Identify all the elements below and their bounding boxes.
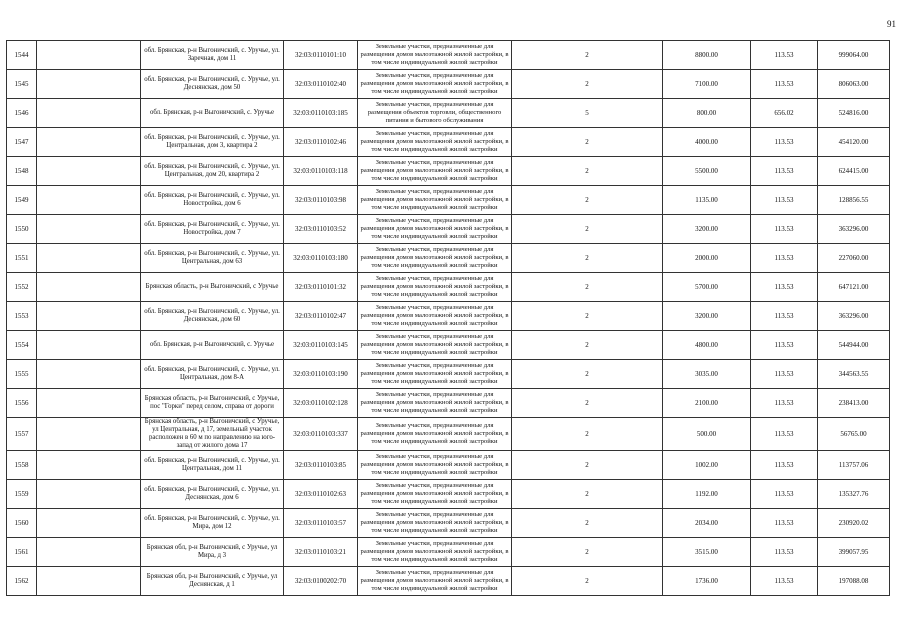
cadastral-number-cell: 32:03:0110102:63 bbox=[284, 480, 358, 509]
empty-cell bbox=[37, 157, 141, 186]
group-cell: 2 bbox=[512, 331, 663, 360]
cadastral-value-cell: 135327.76 bbox=[818, 480, 890, 509]
land-use-cell: Земельные участки, предназначенные для размещения домов малоэтажной жилой застройки, в том числе индивидуальной жилой застройки bbox=[358, 244, 512, 273]
table-row bbox=[7, 215, 890, 244]
group-cell: 2 bbox=[512, 567, 663, 596]
land-use-cell: Земельные участки, предназначенные для размещения домов малоэтажной жилой застройки, в том числе индивидуальной жилой застройки bbox=[358, 331, 512, 360]
land-use-cell: Земельные участки, предназначенные для размещения домов малоэтажной жилой застройки, в том числе индивидуальной жилой застройки bbox=[358, 302, 512, 331]
land-use-cell: Земельные участки, предназначенные для размещения домов малоэтажной жилой застройки, в том числе индивидуальной жилой застройки bbox=[358, 480, 512, 509]
cadastral-number-cell: 32:03:0110102:128 bbox=[284, 389, 358, 418]
empty-cell bbox=[37, 389, 141, 418]
rate-cell: 113.53 bbox=[751, 480, 818, 509]
row-id-cell: 1562 bbox=[7, 567, 37, 596]
cadastral-value-cell: 56765.00 bbox=[818, 418, 890, 451]
cadastral-value-cell: 197088.08 bbox=[818, 567, 890, 596]
group-cell: 2 bbox=[512, 302, 663, 331]
land-use-cell: Земельные участки, предназначенные для размещения домов малоэтажной жилой застройки, в том числе индивидуальной жилой застройки bbox=[358, 509, 512, 538]
table-row bbox=[7, 360, 890, 389]
land-use-cell: Земельные участки, предназначенные для размещения домов малоэтажной жилой застройки, в том числе индивидуальной жилой застройки bbox=[358, 215, 512, 244]
area-cell: 1135.00 bbox=[663, 186, 751, 215]
row-id-cell: 1544 bbox=[7, 41, 37, 70]
cadastral-value-cell: 524816.00 bbox=[818, 99, 890, 128]
row-id-cell: 1545 bbox=[7, 70, 37, 99]
address-cell: обл. Брянская, р-н Выгоничский, с. Уручье, ул. Мира, дом 12 bbox=[141, 509, 284, 538]
address-cell: обл. Брянская, р-н Выгоничский, с. Уручье, ул. Центральная, дом 8-А bbox=[141, 360, 284, 389]
cadastral-value-cell: 113757.06 bbox=[818, 451, 890, 480]
cadastral-value-cell: 647121.00 bbox=[818, 273, 890, 302]
cadastral-value-cell: 230920.02 bbox=[818, 509, 890, 538]
cadastral-value-cell: 454120.00 bbox=[818, 128, 890, 157]
area-cell: 500.00 bbox=[663, 418, 751, 451]
table-row bbox=[7, 418, 890, 451]
rate-cell: 113.53 bbox=[751, 567, 818, 596]
row-id-cell: 1558 bbox=[7, 451, 37, 480]
rate-cell: 113.53 bbox=[751, 451, 818, 480]
group-cell: 2 bbox=[512, 128, 663, 157]
cadastral-value-cell: 363296.00 bbox=[818, 302, 890, 331]
cadastral-number-cell: 32:03:0110103:118 bbox=[284, 157, 358, 186]
empty-cell bbox=[37, 128, 141, 157]
area-cell: 3035.00 bbox=[663, 360, 751, 389]
table-row bbox=[7, 99, 890, 128]
cadastral-number-cell: 32:03:0110102:40 bbox=[284, 70, 358, 99]
rate-cell: 113.53 bbox=[751, 509, 818, 538]
area-cell: 8800.00 bbox=[663, 41, 751, 70]
group-cell: 2 bbox=[512, 186, 663, 215]
group-cell: 2 bbox=[512, 70, 663, 99]
area-cell: 2000.00 bbox=[663, 244, 751, 273]
row-id-cell: 1561 bbox=[7, 538, 37, 567]
row-id-cell: 1549 bbox=[7, 186, 37, 215]
cadastral-number-cell: 32:03:0100202:70 bbox=[284, 567, 358, 596]
rate-cell: 113.53 bbox=[751, 215, 818, 244]
cadastral-number-cell: 32:03:0110101:10 bbox=[284, 41, 358, 70]
address-cell: обл. Брянская, р-н Выгоничский, с. Уручье, ул. Деснянская, дом 60 bbox=[141, 302, 284, 331]
rate-cell: 113.53 bbox=[751, 186, 818, 215]
area-cell: 7100.00 bbox=[663, 70, 751, 99]
row-id-cell: 1559 bbox=[7, 480, 37, 509]
area-cell: 5700.00 bbox=[663, 273, 751, 302]
table-row bbox=[7, 451, 890, 480]
rate-cell: 113.53 bbox=[751, 128, 818, 157]
address-cell: обл. Брянская, р-н Выгоничский, с. Уручье, ул. Деснянская, дом 6 bbox=[141, 480, 284, 509]
land-use-cell: Земельные участки, предназначенные для размещения домов малоэтажной жилой застройки, в том числе индивидуальной жилой застройки bbox=[358, 157, 512, 186]
land-use-cell: Земельные участки, предназначенные для размещения домов малоэтажной жилой застройки, в том числе индивидуальной жилой застройки bbox=[358, 389, 512, 418]
group-cell: 2 bbox=[512, 451, 663, 480]
address-cell: Брянская обл, р-н Выгоничский, с Уручье, ул Деснянская, д 1 bbox=[141, 567, 284, 596]
address-cell: обл. Брянская, р-н Выгоничский, с. Уручье, ул. Заречная, дом 11 bbox=[141, 41, 284, 70]
rate-cell: 113.53 bbox=[751, 41, 818, 70]
empty-cell bbox=[37, 273, 141, 302]
rate-cell: 113.53 bbox=[751, 273, 818, 302]
cadastral-value-cell: 227060.00 bbox=[818, 244, 890, 273]
table-row bbox=[7, 186, 890, 215]
cadastral-value-cell: 128856.55 bbox=[818, 186, 890, 215]
address-cell: обл. Брянская, р-н Выгоничский, с. Уручье, ул. Деснянская, дом 50 bbox=[141, 70, 284, 99]
cadastral-number-cell: 32:03:0110103:180 bbox=[284, 244, 358, 273]
cadastral-number-cell: 32:03:0110101:32 bbox=[284, 273, 358, 302]
address-cell: обл. Брянская, р-н Выгоничский, с. Уручье, ул. Центральная, дом 20, квартира 2 bbox=[141, 157, 284, 186]
row-id-cell: 1551 bbox=[7, 244, 37, 273]
rate-cell: 113.53 bbox=[751, 70, 818, 99]
cadastral-value-cell: 624415.00 bbox=[818, 157, 890, 186]
rate-cell: 113.53 bbox=[751, 538, 818, 567]
area-cell: 1736.00 bbox=[663, 567, 751, 596]
page-number: 91 bbox=[887, 19, 896, 29]
row-id-cell: 1546 bbox=[7, 99, 37, 128]
cadastral-number-cell: 32:03:0110103:98 bbox=[284, 186, 358, 215]
land-use-cell: Земельные участки, предназначенные для размещения объектов торговли, общественного питания и бытового обслуживания bbox=[358, 99, 512, 128]
cadastral-number-cell: 32:03:0110103:52 bbox=[284, 215, 358, 244]
land-use-cell: Земельные участки, предназначенные для размещения домов малоэтажной жилой застройки, в том числе индивидуальной жилой застройки bbox=[358, 70, 512, 99]
table-body bbox=[7, 41, 890, 596]
group-cell: 2 bbox=[512, 538, 663, 567]
cadastral-number-cell: 32:03:0110103:190 bbox=[284, 360, 358, 389]
rate-cell: 113.53 bbox=[751, 389, 818, 418]
row-id-cell: 1547 bbox=[7, 128, 37, 157]
group-cell: 2 bbox=[512, 360, 663, 389]
address-cell: обл. Брянская, р-н Выгоничский, с. Уручье, ул. Центральная, дом 63 bbox=[141, 244, 284, 273]
empty-cell bbox=[37, 215, 141, 244]
area-cell: 4800.00 bbox=[663, 331, 751, 360]
address-cell: Брянская область, р-н Выгоничский, с Уручье, ул Центральная, д 17, земельный участок расположен в 60 м по направлению на юго-запад от жилого дома 17 bbox=[141, 418, 284, 451]
table-row bbox=[7, 480, 890, 509]
cadastral-value-cell: 238413.00 bbox=[818, 389, 890, 418]
cadastral-number-cell: 32:03:0110103:85 bbox=[284, 451, 358, 480]
group-cell: 2 bbox=[512, 389, 663, 418]
land-use-cell: Земельные участки, предназначенные для размещения домов малоэтажной жилой застройки, в том числе индивидуальной жилой застройки bbox=[358, 451, 512, 480]
cadastral-number-cell: 32:03:0110103:21 bbox=[284, 538, 358, 567]
table-row bbox=[7, 41, 890, 70]
cadastral-number-cell: 32:03:0110103:145 bbox=[284, 331, 358, 360]
empty-cell bbox=[37, 41, 141, 70]
row-id-cell: 1560 bbox=[7, 509, 37, 538]
group-cell: 2 bbox=[512, 215, 663, 244]
table-row bbox=[7, 509, 890, 538]
land-use-cell: Земельные участки, предназначенные для размещения домов малоэтажной жилой застройки, в том числе индивидуальной жилой застройки bbox=[358, 273, 512, 302]
group-cell: 5 bbox=[512, 99, 663, 128]
area-cell: 2034.00 bbox=[663, 509, 751, 538]
table-row bbox=[7, 244, 890, 273]
cadastral-number-cell: 32:03:0110103:185 bbox=[284, 99, 358, 128]
cadastral-number-cell: 32:03:0110103:337 bbox=[284, 418, 358, 451]
table-row bbox=[7, 302, 890, 331]
area-cell: 2100.00 bbox=[663, 389, 751, 418]
cadastral-value-cell: 363296.00 bbox=[818, 215, 890, 244]
rate-cell: 113.53 bbox=[751, 302, 818, 331]
area-cell: 3200.00 bbox=[663, 215, 751, 244]
area-cell: 1002.00 bbox=[663, 451, 751, 480]
address-cell: обл. Брянская, р-н Выгоничский, с. Уручье bbox=[141, 99, 284, 128]
row-id-cell: 1553 bbox=[7, 302, 37, 331]
table-row bbox=[7, 273, 890, 302]
empty-cell bbox=[37, 418, 141, 451]
table-row bbox=[7, 128, 890, 157]
table-row bbox=[7, 157, 890, 186]
land-use-cell: Земельные участки, предназначенные для размещения домов малоэтажной жилой застройки, в том числе индивидуальной жилой застройки bbox=[358, 418, 512, 451]
row-id-cell: 1552 bbox=[7, 273, 37, 302]
group-cell: 2 bbox=[512, 244, 663, 273]
land-use-cell: Земельные участки, предназначенные для размещения домов малоэтажной жилой застройки, в том числе индивидуальной жилой застройки bbox=[358, 186, 512, 215]
row-id-cell: 1554 bbox=[7, 331, 37, 360]
row-id-cell: 1555 bbox=[7, 360, 37, 389]
cadastral-value-cell: 544944.00 bbox=[818, 331, 890, 360]
group-cell: 2 bbox=[512, 509, 663, 538]
row-id-cell: 1550 bbox=[7, 215, 37, 244]
cadastral-value-cell: 399057.95 bbox=[818, 538, 890, 567]
rate-cell: 113.53 bbox=[751, 331, 818, 360]
cadastral-number-cell: 32:03:0110102:47 bbox=[284, 302, 358, 331]
empty-cell bbox=[37, 360, 141, 389]
land-plots-table bbox=[6, 40, 890, 596]
area-cell: 800.00 bbox=[663, 99, 751, 128]
land-use-cell: Земельные участки, предназначенные для размещения домов малоэтажной жилой застройки, в том числе индивидуальной жилой застройки bbox=[358, 567, 512, 596]
land-use-cell: Земельные участки, предназначенные для размещения домов малоэтажной жилой застройки, в том числе индивидуальной жилой застройки bbox=[358, 538, 512, 567]
empty-cell bbox=[37, 480, 141, 509]
address-cell: обл. Брянская, р-н Выгоничский, с. Уручье, ул. Центральная, дом 11 bbox=[141, 451, 284, 480]
address-cell: Брянская область, р-н Выгоничский, с Уручье bbox=[141, 273, 284, 302]
land-use-cell: Земельные участки, предназначенные для размещения домов малоэтажной жилой застройки, в том числе индивидуальной жилой застройки bbox=[358, 360, 512, 389]
cadastral-value-cell: 806063.00 bbox=[818, 70, 890, 99]
group-cell: 2 bbox=[512, 41, 663, 70]
area-cell: 3200.00 bbox=[663, 302, 751, 331]
empty-cell bbox=[37, 70, 141, 99]
address-cell: обл. Брянская, р-н Выгоничский, с. Уручье bbox=[141, 331, 284, 360]
address-cell: обл. Брянская, р-н Выгоничский, с. Уручье, ул. Новостройка, дом 7 bbox=[141, 215, 284, 244]
rate-cell: 113.53 bbox=[751, 360, 818, 389]
address-cell: обл. Брянская, р-н Выгоничский, с. Уручье, ул. Центральная, дом 3, квартира 2 bbox=[141, 128, 284, 157]
group-cell: 2 bbox=[512, 273, 663, 302]
table-row bbox=[7, 331, 890, 360]
land-use-cell: Земельные участки, предназначенные для размещения домов малоэтажной жилой застройки, в том числе индивидуальной жилой застройки bbox=[358, 128, 512, 157]
table-row bbox=[7, 538, 890, 567]
cadastral-number-cell: 32:03:0110102:46 bbox=[284, 128, 358, 157]
land-use-cell: Земельные участки, предназначенные для размещения домов малоэтажной жилой застройки, в том числе индивидуальной жилой застройки bbox=[358, 41, 512, 70]
cadastral-number-cell: 32:03:0110103:57 bbox=[284, 509, 358, 538]
area-cell: 5500.00 bbox=[663, 157, 751, 186]
empty-cell bbox=[37, 538, 141, 567]
group-cell: 2 bbox=[512, 157, 663, 186]
group-cell: 2 bbox=[512, 480, 663, 509]
empty-cell bbox=[37, 99, 141, 128]
empty-cell bbox=[37, 567, 141, 596]
rate-cell: 113.53 bbox=[751, 418, 818, 451]
address-cell: Брянская обл, р-н Выгоничский, с Уручье, ул Мира, д 3 bbox=[141, 538, 284, 567]
empty-cell bbox=[37, 451, 141, 480]
empty-cell bbox=[37, 186, 141, 215]
row-id-cell: 1556 bbox=[7, 389, 37, 418]
group-cell: 2 bbox=[512, 418, 663, 451]
address-cell: Брянская область, р-н Выгоничский, с Уручье, пос "Горки" перед селом, справа от дороги bbox=[141, 389, 284, 418]
cadastral-value-cell: 999064.00 bbox=[818, 41, 890, 70]
empty-cell bbox=[37, 244, 141, 273]
area-cell: 3515.00 bbox=[663, 538, 751, 567]
address-cell: обл. Брянская, р-н Выгоничский, с. Уручье, ул. Новостройка, дом 6 bbox=[141, 186, 284, 215]
row-id-cell: 1548 bbox=[7, 157, 37, 186]
table-row bbox=[7, 389, 890, 418]
rate-cell: 113.53 bbox=[751, 157, 818, 186]
table-row bbox=[7, 567, 890, 596]
row-id-cell: 1557 bbox=[7, 418, 37, 451]
cadastral-value-cell: 344563.55 bbox=[818, 360, 890, 389]
area-cell: 4000.00 bbox=[663, 128, 751, 157]
empty-cell bbox=[37, 509, 141, 538]
empty-cell bbox=[37, 331, 141, 360]
rate-cell: 656.02 bbox=[751, 99, 818, 128]
empty-cell bbox=[37, 302, 141, 331]
rate-cell: 113.53 bbox=[751, 244, 818, 273]
table-row bbox=[7, 70, 890, 99]
area-cell: 1192.00 bbox=[663, 480, 751, 509]
